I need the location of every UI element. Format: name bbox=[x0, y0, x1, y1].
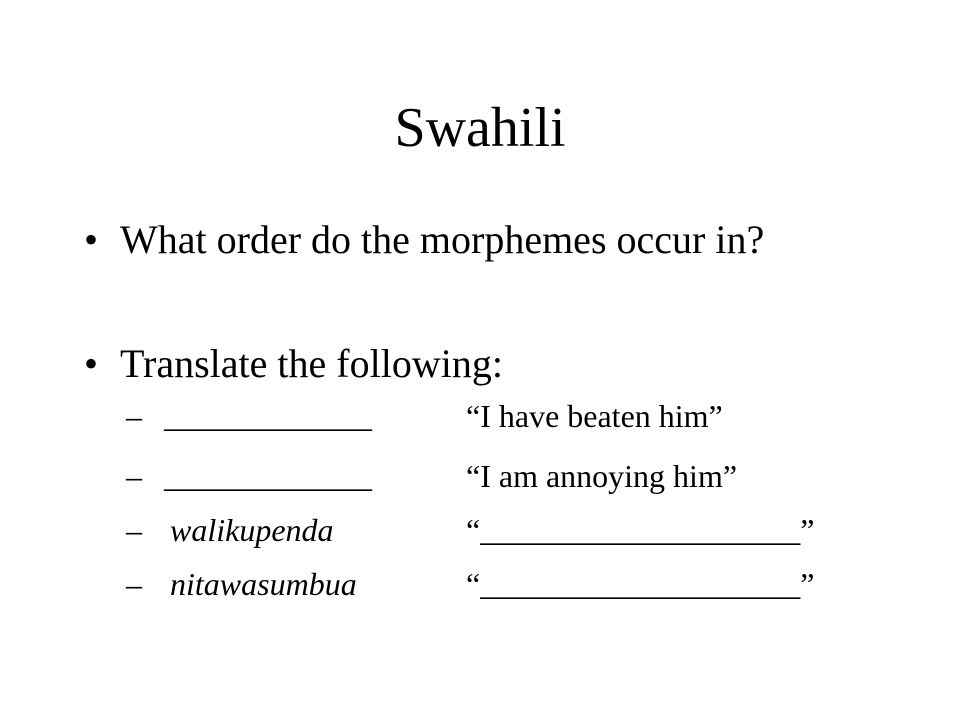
english-gloss: “I am annoying him” bbox=[466, 458, 738, 494]
dash-marker: – bbox=[126, 398, 142, 434]
bullet-item-morpheme-order bbox=[84, 216, 764, 264]
bullet-marker: • bbox=[84, 217, 99, 262]
english-blank: “____________________” bbox=[466, 512, 815, 548]
dash-marker: – bbox=[126, 512, 142, 548]
swahili-blank: _____________ bbox=[164, 398, 372, 434]
slide-title: Swahili bbox=[394, 97, 566, 159]
swahili-word: walikupenda bbox=[170, 512, 334, 548]
bullet-item-translate bbox=[84, 340, 503, 388]
english-blank: “____________________” bbox=[466, 566, 815, 602]
dash-marker: – bbox=[126, 458, 142, 494]
bullet-text: What order do the morphemes occur in? bbox=[120, 217, 765, 262]
dash-marker: – bbox=[126, 566, 142, 602]
bullet-text: Translate the following: bbox=[120, 341, 503, 386]
swahili-word: nitawasumbua bbox=[170, 566, 357, 602]
swahili-blank: _____________ bbox=[164, 458, 372, 494]
english-gloss: “I have beaten him” bbox=[466, 398, 723, 434]
bullet-marker: • bbox=[84, 341, 99, 386]
